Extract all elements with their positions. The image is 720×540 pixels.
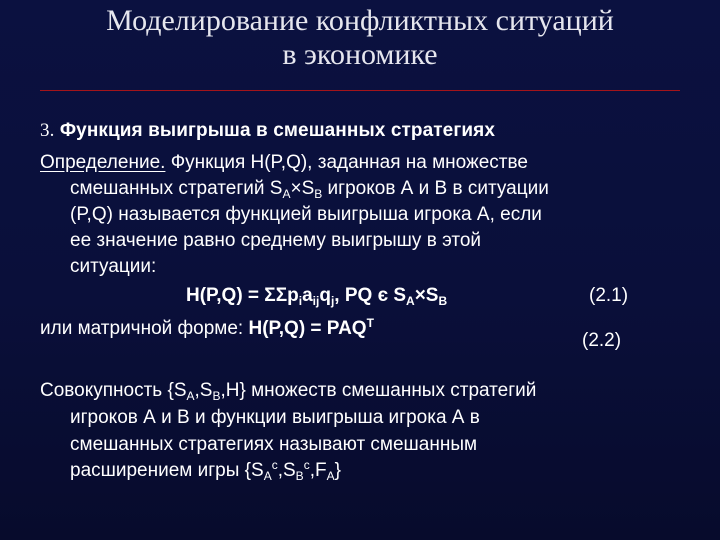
- definition-line-1: [40, 152, 528, 174]
- slide-title-line-1: Моделирование конфликтных ситуаций: [106, 4, 614, 37]
- matrix-form-line: [40, 318, 374, 340]
- section-heading-text: Функция выигрыша в смешанных стратегиях: [54, 120, 495, 141]
- formula-sub-ij: ij: [312, 294, 320, 308]
- slide-title: [0, 4, 720, 72]
- p2-text-1b: ,S: [194, 380, 213, 401]
- p2-sub-b2: B: [295, 469, 304, 483]
- definition-text-1: Функция H(P,Q), заданная на множестве: [165, 152, 528, 173]
- formula-sub-b: B: [438, 294, 448, 308]
- definition-text-2a: смешанных стратегий S: [70, 178, 283, 199]
- slide-title-line-2: в экономике: [282, 38, 438, 71]
- transpose-superscript: T: [366, 316, 374, 330]
- p2-text-4a: расширением игры {S: [70, 460, 264, 481]
- p2-sup-c2: c: [303, 458, 310, 472]
- p2-text-4b: ,S: [277, 460, 296, 481]
- p2-sub-a2: A: [263, 469, 272, 483]
- p2-text-4d: }: [334, 460, 341, 481]
- formula-sub-i: i: [298, 294, 303, 308]
- p2-sub-a: A: [186, 389, 195, 403]
- formula-sub-a: A: [406, 294, 415, 308]
- p2-text-1a: Совокупность {S: [40, 380, 187, 401]
- formula-part-c: q: [319, 285, 331, 306]
- p2-sup-c1: c: [271, 458, 278, 472]
- p2-text-1c: ,H} множеств смешанных стратегий: [220, 380, 537, 401]
- subscript-a: A: [282, 187, 291, 201]
- definition-text-2c: игроков А и В в ситуации: [322, 178, 549, 199]
- p2-sub-a3: A: [326, 469, 335, 483]
- paragraph-2-line-4: [70, 460, 341, 482]
- formula-part-e: ×S: [414, 285, 439, 306]
- definition-line-3: (P,Q) называется функцией выигрыша игрока А, если: [70, 204, 542, 225]
- p2-sub-b: B: [212, 389, 221, 403]
- equation-number-1: (2.1): [589, 285, 629, 306]
- formula-part-a: H(P,Q) = ΣΣp: [186, 285, 299, 306]
- paragraph-2-line-2: игроков А и В и функции выигрыша игрока А в: [70, 407, 480, 428]
- equation-number-2: (2.2): [582, 330, 622, 351]
- paragraph-2-line-1: [40, 380, 536, 402]
- matrix-formula-text: H(P,Q) = PAQ: [248, 318, 367, 339]
- formula-sub-j: j: [330, 294, 335, 308]
- p2-text-4c: ,F: [309, 460, 327, 481]
- definition-label: Определение.: [40, 152, 166, 173]
- formula-part-d: , PQ є S: [334, 285, 407, 306]
- formula-part-b: a: [302, 285, 313, 306]
- section-heading: [40, 120, 495, 142]
- definition-line-2: [70, 178, 549, 200]
- definition-text-2b: ×S: [290, 178, 315, 199]
- matrix-formula: [249, 318, 374, 339]
- title-divider: [40, 90, 680, 91]
- definition-line-4: ее значение равно среднему выигрышу в этой: [70, 230, 482, 251]
- subscript-b: B: [314, 187, 323, 201]
- payoff-formula: [186, 285, 447, 307]
- paragraph-2-line-3: смешанных стратегиях называют смешанным: [70, 434, 478, 455]
- definition-line-5: ситуации:: [70, 256, 157, 277]
- matrix-form-prefix: или матричной форме:: [40, 318, 249, 339]
- section-number: 3.: [40, 120, 55, 141]
